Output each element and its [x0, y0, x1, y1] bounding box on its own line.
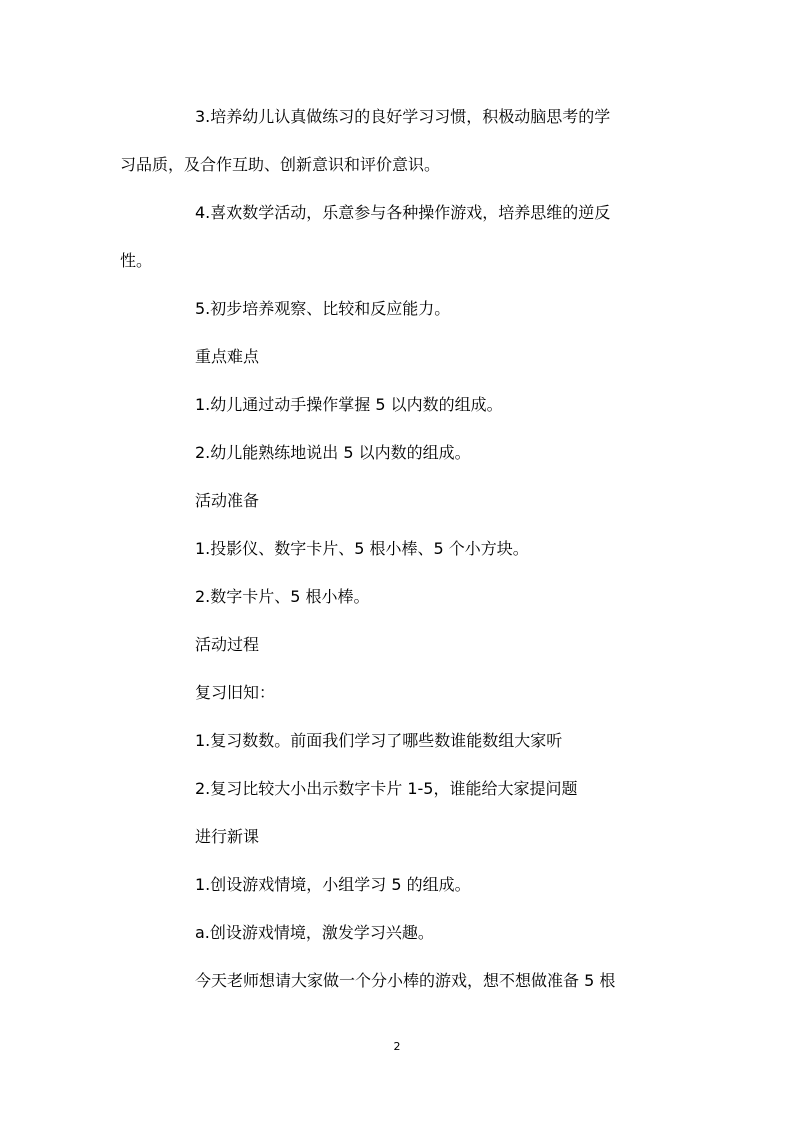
subsection-heading: 复习旧知：	[195, 683, 276, 702]
subsection-heading: 进行新课	[195, 827, 260, 846]
section-heading: 活动过程	[195, 635, 260, 654]
document-body	[120, 93, 676, 1005]
paragraph-line: 1.创设游戏情境，小组学习 5 的组成。	[195, 875, 471, 894]
paragraph-line: 1.幼儿通过动手操作掌握 5 以内数的组成。	[195, 395, 503, 414]
section-heading: 活动准备	[195, 491, 260, 510]
paragraph-line: 1.投影仪、数字卡片、5 根小棒、5 个小方块。	[195, 539, 529, 558]
paragraph-line: a.创设游戏情境，激发学习兴趣。	[195, 923, 434, 942]
paragraph-line: 5.初步培养观察、比较和反应能力。	[195, 299, 451, 318]
paragraph-line: 2.复习比较大小出示数字卡片 1-5，谁能给大家提问题	[195, 779, 578, 798]
paragraph-line: 3.培养幼儿认真做练习的良好学习习惯，积极动脑思考的学	[195, 107, 611, 126]
paragraph-line: 4.喜欢数学活动，乐意参与各种操作游戏，培养思维的逆反	[195, 203, 611, 222]
paragraph-line: 2.幼儿能熟练地说出 5 以内数的组成。	[195, 443, 471, 462]
section-heading: 重点难点	[195, 347, 260, 366]
paragraph-line: 性。	[120, 251, 153, 270]
paragraph-line: 1.复习数数。前面我们学习了哪些数谁能数组大家听	[195, 731, 563, 750]
paragraph-line: 2.数字卡片、5 根小棒。	[195, 587, 370, 606]
page-number: 2	[393, 1040, 401, 1053]
paragraph-line: 今天老师想请大家做一个分小棒的游戏，想不想做准备 5 根	[195, 971, 616, 990]
paragraph-line: 习品质，及合作互助、创新意识和评价意识。	[120, 155, 441, 174]
